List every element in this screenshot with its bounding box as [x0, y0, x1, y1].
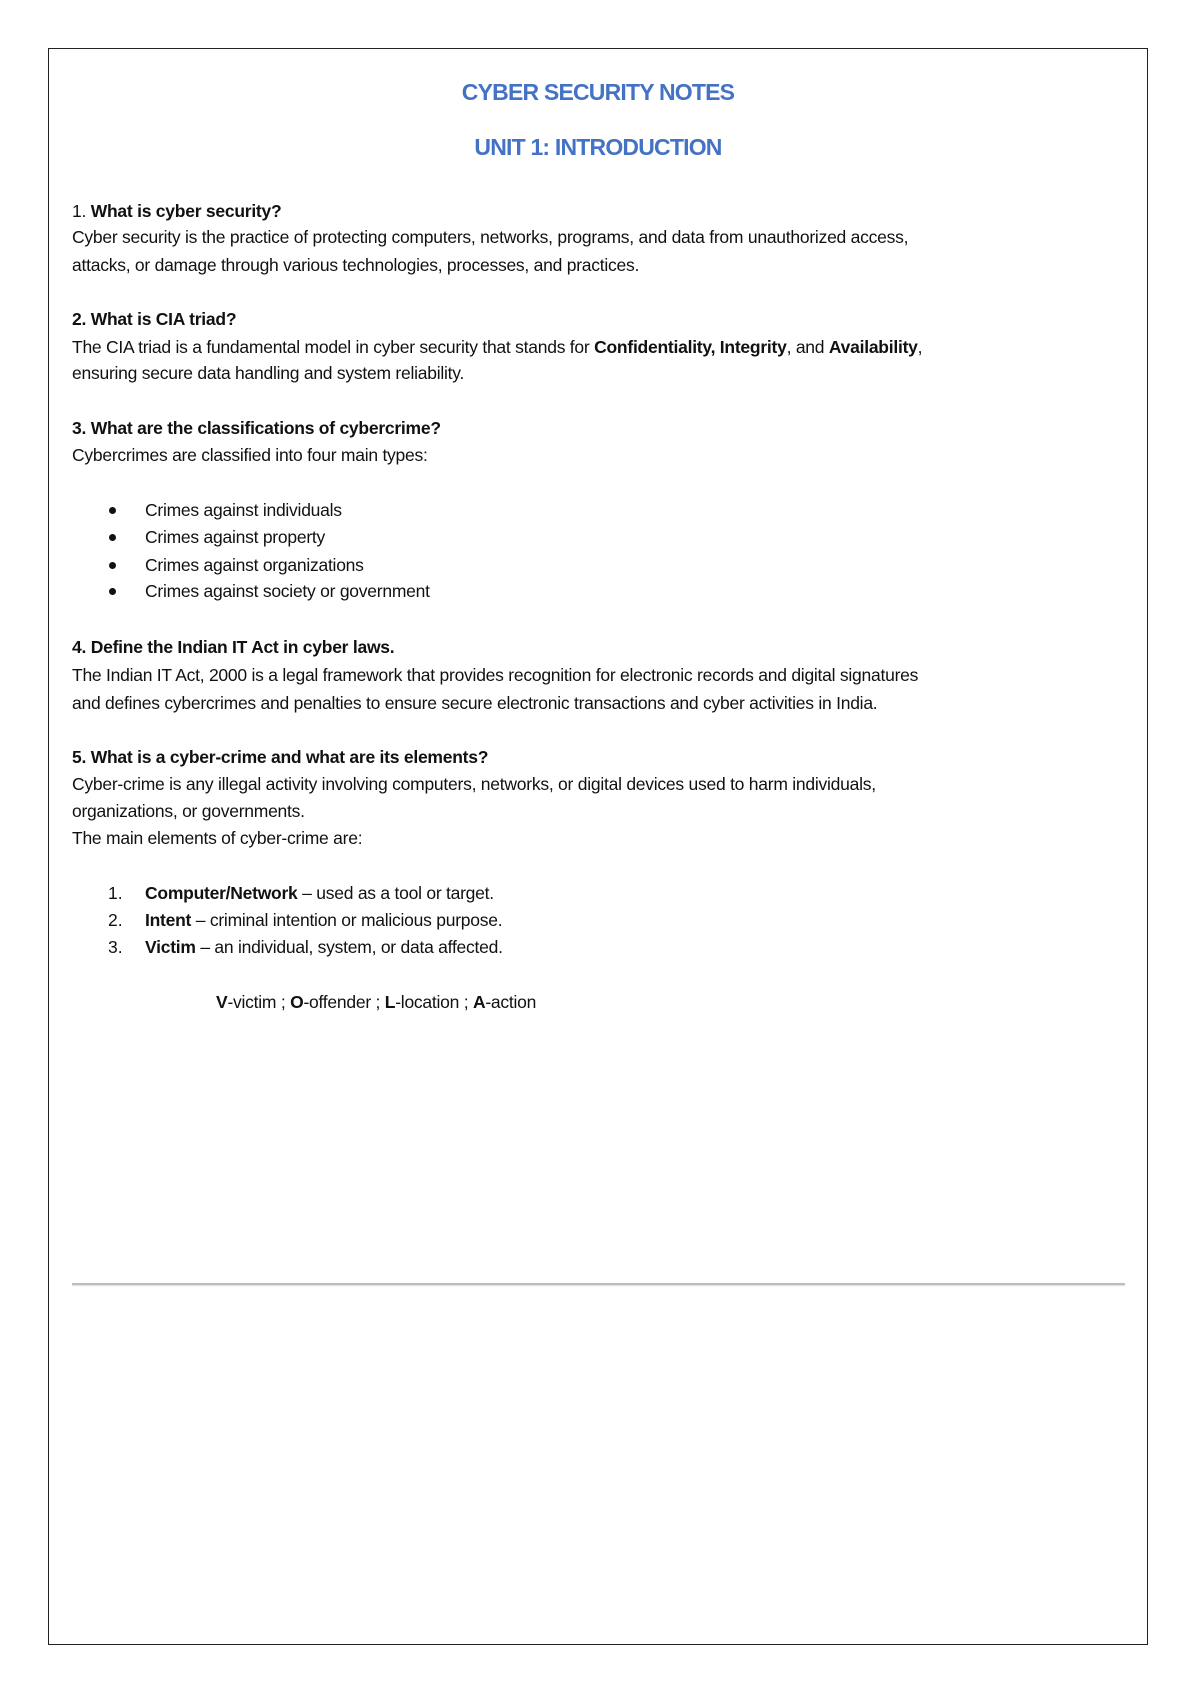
bullet-icon — [109, 562, 116, 569]
mnemonic-letter: O — [290, 992, 304, 1012]
answer-line: The main elements of cyber-crime are: — [72, 828, 363, 848]
mnemonic-letter: L — [384, 992, 396, 1012]
answer-line: and defines cybercrimes and penalties to ensure secure electronic transactions and cyber activities in India. — [72, 693, 878, 713]
answer-line: Cyber-crime is any illegal activity involving computers, networks, or digital devices used to harm individuals, — [72, 774, 876, 794]
list-number: 2. — [108, 910, 123, 930]
list-item — [145, 936, 503, 958]
desc: – used as a tool or target. — [297, 883, 494, 903]
term: Confidentiality, Integrity — [594, 337, 787, 357]
list-item: Crimes against organizations — [145, 555, 364, 575]
document-title: CYBER SECURITY NOTES — [461, 79, 735, 105]
term: Victim — [145, 937, 196, 957]
answer-line: Cyber security is the practice of protecting computers, networks, programs, and data from unauthorized access, — [72, 227, 909, 247]
bullet-icon — [109, 588, 116, 595]
list-item: Crimes against individuals — [145, 500, 342, 520]
mnemonic-text: -offender ; — [303, 992, 385, 1012]
mnemonic-text: -location ; — [395, 992, 473, 1012]
list-item — [145, 882, 494, 904]
list-item: Crimes against society or government — [145, 581, 430, 601]
text: , and — [786, 337, 829, 357]
answer-line: The Indian IT Act, 2000 is a legal framework that provides recognition for electronic records and digital signatures — [72, 665, 919, 685]
desc: – an individual, system, or data affected. — [195, 937, 503, 957]
answer-line: Cybercrimes are classified into four main types: — [72, 445, 428, 465]
answer-line: organizations, or governments. — [72, 801, 305, 821]
list-item: Crimes against property — [145, 527, 326, 547]
desc: – criminal intention or malicious purpose. — [191, 910, 503, 930]
question-text: What is cyber security? — [90, 201, 282, 221]
answer-line — [72, 336, 922, 358]
mnemonic-letter: V — [216, 992, 228, 1012]
question-number: 1. — [72, 201, 91, 221]
question-1-heading — [72, 200, 281, 222]
text: The CIA triad is a fundamental model in cyber security that stands for — [72, 337, 595, 357]
mnemonic-text: -victim ; — [227, 992, 291, 1012]
term: Intent — [145, 910, 192, 930]
mnemonic-letter: A — [472, 992, 486, 1012]
mnemonic-text: -action — [485, 992, 537, 1012]
term: Computer/Network — [145, 883, 298, 903]
bullet-icon — [109, 534, 116, 541]
answer-line: attacks, or damage through various technologies, processes, and practices. — [72, 255, 640, 275]
mnemonic-line — [216, 991, 536, 1013]
bullet-icon — [109, 507, 116, 514]
horizontal-divider — [72, 1283, 1125, 1285]
text: , — [917, 337, 923, 357]
unit-title: UNIT 1: INTRODUCTION — [474, 134, 722, 160]
list-item — [145, 909, 502, 931]
list-number: 1. — [108, 883, 123, 903]
term: Availability — [828, 337, 918, 357]
question-5-heading: 5. What is a cyber-crime and what are its elements? — [72, 747, 489, 767]
question-4-heading: 4. Define the Indian IT Act in cyber laws. — [72, 637, 395, 657]
question-3-heading: 3. What are the classifications of cybercrime? — [72, 418, 441, 438]
list-number: 3. — [108, 937, 123, 957]
question-2-heading: 2. What is CIA triad? — [72, 309, 237, 329]
answer-line: ensuring secure data handling and system reliability. — [72, 363, 465, 383]
